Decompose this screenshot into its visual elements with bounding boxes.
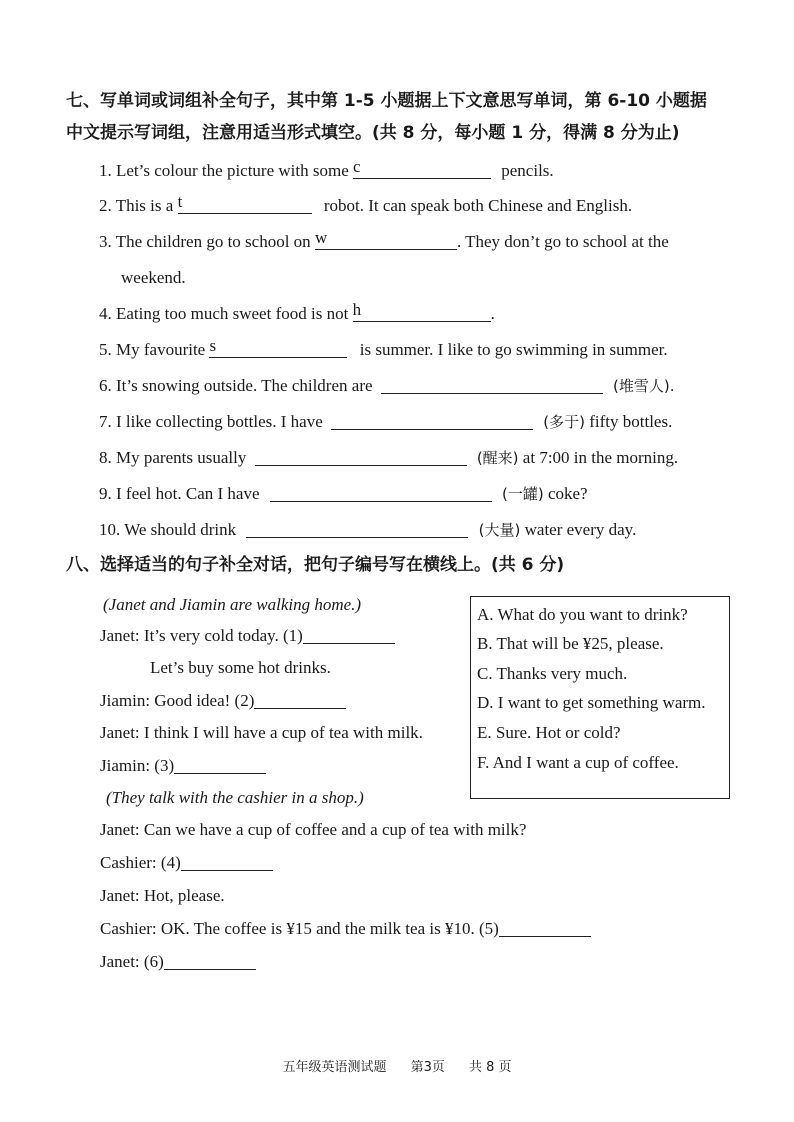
answer-blank-3[interactable]: w <box>315 231 457 250</box>
options-box <box>470 596 730 799</box>
option-b: B. That will be ¥25, please. <box>477 634 664 653</box>
question-5: 5. My favourite s is summer. I like to go swimming in summer. <box>99 336 668 359</box>
question-1: 1. Let’s colour the picture with some c pencils. <box>99 157 554 180</box>
question-7: 7. I like collecting bottles. I have (多于) fifty bottles. <box>99 412 673 431</box>
dialogue-line-4: Jiamin: (3) <box>100 755 266 777</box>
section-8-heading: 八、选择适当的句子补全对话，把句子编号写在横线上。(共 6 分) <box>66 555 565 575</box>
option-a: A. What do you want to drink? <box>477 605 688 624</box>
dialogue-blank-3[interactable] <box>174 755 266 774</box>
question-9: 9. I feel hot. Can I have (一罐) coke? <box>99 484 588 503</box>
footer-title: 五年级英语测试题 <box>282 1060 387 1075</box>
footer-total-pages: 共 8 页 <box>469 1060 512 1075</box>
question-3: 3. The children go to school on w . They don’t go to school at the <box>99 228 669 251</box>
dialogue-line-8: Cashier: OK. The coffee is ¥15 and the milk tea is ¥10. (5) <box>100 918 591 940</box>
dialogue-line-6: Cashier: (4) <box>100 852 273 874</box>
answer-blank-1[interactable]: c <box>353 160 491 179</box>
dialogue-line-1: Janet: It’s very cold today. (1) <box>100 625 395 647</box>
option-c: C. Thanks very much. <box>477 664 628 683</box>
answer-blank-4[interactable]: h <box>353 303 491 322</box>
option-f: F. And I want a cup of coffee. <box>477 753 679 772</box>
dialogue-blank-2[interactable] <box>254 690 346 709</box>
dialogue-blank-1[interactable] <box>303 625 395 644</box>
answer-blank-7[interactable] <box>331 411 533 430</box>
question-10: 10. We should drink (大量) water every day. <box>99 520 637 539</box>
question-4: 4. Eating too much sweet food is not h . <box>99 300 495 323</box>
dialogue-line-9: Janet: (6) <box>100 951 256 973</box>
question-3-continued: weekend. <box>121 268 186 287</box>
dialogue-line-3: Janet: I think I will have a cup of tea with milk. <box>100 723 423 742</box>
dialogue-line-2: Jiamin: Good idea! (2) <box>100 690 346 712</box>
dialogue-blank-5[interactable] <box>499 918 591 937</box>
page-footer <box>0 1056 794 1075</box>
option-d: D. I want to get something warm. <box>477 693 706 712</box>
footer-page-number: 第3页 <box>410 1060 445 1075</box>
dialogue-line-1b: Let’s buy some hot drinks. <box>150 658 331 677</box>
answer-blank-5[interactable]: s <box>209 339 347 358</box>
question-2: 2. This is a t robot. It can speak both Chinese and English. <box>99 192 633 215</box>
answer-blank-2[interactable]: t <box>178 195 312 214</box>
section-7-heading-line2: 中文提示写词组，注意用适当形式填空。(共 8 分，每小题 1 分，得满 8 分为止) <box>66 123 680 143</box>
answer-blank-6[interactable] <box>381 375 603 394</box>
stage-direction-1: (Janet and Jiamin are walking home.) <box>103 595 362 614</box>
answer-blank-10[interactable] <box>246 519 468 538</box>
section-7-heading-line1: 七、写单词或词组补全句子，其中第 1-5 小题据上下文意思写单词，第 6-10 小题据 <box>66 91 707 111</box>
dialogue-blank-6[interactable] <box>164 951 256 970</box>
dialogue-line-5: Janet: Can we have a cup of coffee and a cup of tea with milk? <box>100 820 527 839</box>
answer-blank-9[interactable] <box>270 483 492 502</box>
dialogue-blank-4[interactable] <box>181 852 273 871</box>
option-e: E. Sure. Hot or cold? <box>477 723 621 742</box>
question-8: 8. My parents usually (醒来) at 7:00 in the morning. <box>99 448 679 467</box>
answer-blank-8[interactable] <box>255 447 467 466</box>
stage-direction-2: (They talk with the cashier in a shop.) <box>106 788 364 807</box>
question-6: 6. It’s snowing outside. The children are (堆雪人). <box>99 376 675 395</box>
dialogue-line-7: Janet: Hot, please. <box>100 886 225 905</box>
